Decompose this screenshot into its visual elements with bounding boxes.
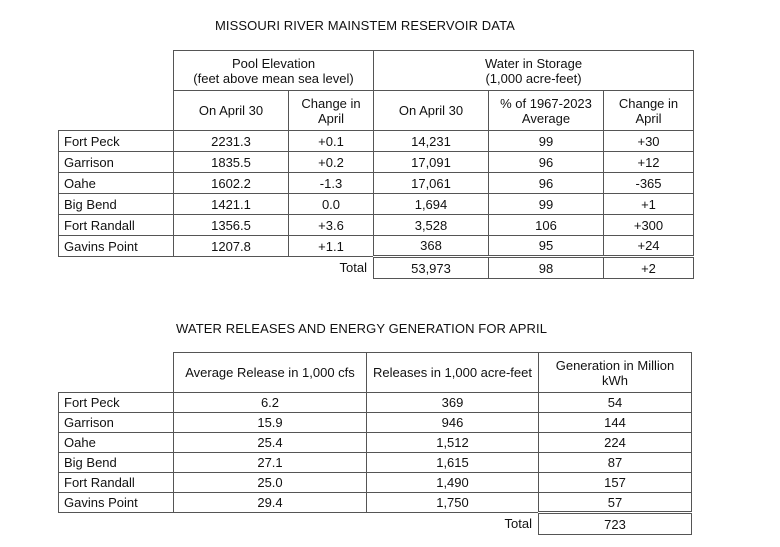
- col-header-storage-change: Change in April: [604, 91, 694, 131]
- table-row: [59, 453, 692, 473]
- cell-storage: 17,061: [374, 173, 489, 194]
- cell-generation: 224: [539, 433, 692, 453]
- table-row: [59, 215, 694, 236]
- row-name: Oahe: [59, 173, 174, 194]
- cell-storage-change: +300: [604, 215, 694, 236]
- cell-elevation: 1207.8: [174, 236, 289, 257]
- cell-releases: 1,512: [367, 433, 539, 453]
- cell-elevation: 1602.2: [174, 173, 289, 194]
- cell-generation: 157: [539, 473, 692, 493]
- col-header-releases: Releases in 1,000 acre-feet: [367, 353, 539, 393]
- table-row: [59, 493, 692, 513]
- cell-elevation-change: +0.1: [289, 131, 374, 152]
- row-name: Fort Peck: [59, 131, 174, 152]
- cell-storage: 17,091: [374, 152, 489, 173]
- cell-storage-pct: 96: [489, 152, 604, 173]
- reservoir-data-table: [58, 50, 694, 279]
- row-name: Oahe: [59, 433, 174, 453]
- total-storage-change: +2: [604, 257, 694, 279]
- table-header-row: [59, 353, 692, 393]
- cell-storage-pct: 106: [489, 215, 604, 236]
- row-name: Garrison: [59, 152, 174, 173]
- table-row: [59, 131, 694, 152]
- total-row: [59, 257, 694, 279]
- table-subheader-row: [59, 91, 694, 131]
- col-header-avg-release: Average Release in 1,000 cfs: [174, 353, 367, 393]
- row-name: Fort Randall: [59, 473, 174, 493]
- table-row: [59, 236, 694, 257]
- col-header-storage-pct: % of 1967-2023 Average: [489, 91, 604, 131]
- cell-elevation: 1835.5: [174, 152, 289, 173]
- cell-storage-change: +12: [604, 152, 694, 173]
- row-name: Gavins Point: [59, 236, 174, 257]
- total-label: Total: [504, 516, 532, 532]
- row-name: Big Bend: [59, 194, 174, 215]
- cell-storage: 368: [374, 236, 489, 257]
- cell-storage-pct: 99: [489, 131, 604, 152]
- col-header-storage-april30: On April 30: [374, 91, 489, 131]
- cell-storage-pct: 99: [489, 194, 604, 215]
- table-row: [59, 152, 694, 173]
- cell-avg-release: 6.2: [174, 393, 367, 413]
- table-row: [59, 473, 692, 493]
- cell-generation: 144: [539, 413, 692, 433]
- cell-elevation-change: 0.0: [289, 194, 374, 215]
- cell-elevation: 1356.5: [174, 215, 289, 236]
- cell-avg-release: 25.0: [174, 473, 367, 493]
- cell-avg-release: 25.4: [174, 433, 367, 453]
- cell-avg-release: 15.9: [174, 413, 367, 433]
- cell-elevation-change: +1.1: [289, 236, 374, 257]
- cell-generation: 87: [539, 453, 692, 473]
- cell-storage-pct: 96: [489, 173, 604, 194]
- cell-storage-pct: 95: [489, 236, 604, 257]
- cell-elevation-change: +3.6: [289, 215, 374, 236]
- cell-elevation-change: -1.3: [289, 173, 374, 194]
- total-storage: 53,973: [374, 257, 489, 279]
- cell-elevation: 1421.1: [174, 194, 289, 215]
- total-label: Total: [339, 260, 367, 276]
- row-name: Big Bend: [59, 453, 174, 473]
- cell-avg-release: 27.1: [174, 453, 367, 473]
- releases-table-title: WATER RELEASES AND ENERGY GENERATION FOR APRIL: [176, 321, 548, 336]
- cell-generation: 54: [539, 393, 692, 413]
- row-name: Gavins Point: [59, 493, 174, 513]
- cell-storage: 1,694: [374, 194, 489, 215]
- reservoir-table-title: MISSOURI RIVER MAINSTEM RESERVOIR DATA: [215, 18, 515, 33]
- cell-releases: 1,750: [367, 493, 539, 513]
- cell-storage-change: +24: [604, 236, 694, 257]
- cell-storage: 14,231: [374, 131, 489, 152]
- pool-elevation-header: Pool Elevation (feet above mean sea level): [174, 51, 374, 91]
- cell-releases: 946: [367, 413, 539, 433]
- water-storage-header: Water in Storage (1,000 acre-feet): [374, 51, 694, 91]
- col-header-generation: Generation in Million kWh: [539, 353, 692, 393]
- col-header-elev-april30: On April 30: [174, 91, 289, 131]
- table-row: [59, 433, 692, 453]
- table-row: [59, 393, 692, 413]
- row-name: Garrison: [59, 413, 174, 433]
- col-header-elev-change: Change in April: [289, 91, 374, 131]
- cell-storage-change: -365: [604, 173, 694, 194]
- cell-storage-change: +30: [604, 131, 694, 152]
- table-row: [59, 194, 694, 215]
- row-name: Fort Peck: [59, 393, 174, 413]
- cell-generation: 57: [539, 493, 692, 513]
- total-generation: 723: [539, 513, 692, 535]
- cell-elevation-change: +0.2: [289, 152, 374, 173]
- cell-releases: 1,490: [367, 473, 539, 493]
- cell-avg-release: 29.4: [174, 493, 367, 513]
- cell-releases: 1,615: [367, 453, 539, 473]
- table-row: [59, 173, 694, 194]
- table-header-row: [59, 51, 694, 91]
- total-row: [59, 513, 692, 535]
- cell-elevation: 2231.3: [174, 131, 289, 152]
- releases-data-table: [58, 352, 692, 535]
- cell-storage: 3,528: [374, 215, 489, 236]
- table-row: [59, 413, 692, 433]
- row-name: Fort Randall: [59, 215, 174, 236]
- total-storage-pct: 98: [489, 257, 604, 279]
- cell-storage-change: +1: [604, 194, 694, 215]
- cell-releases: 369: [367, 393, 539, 413]
